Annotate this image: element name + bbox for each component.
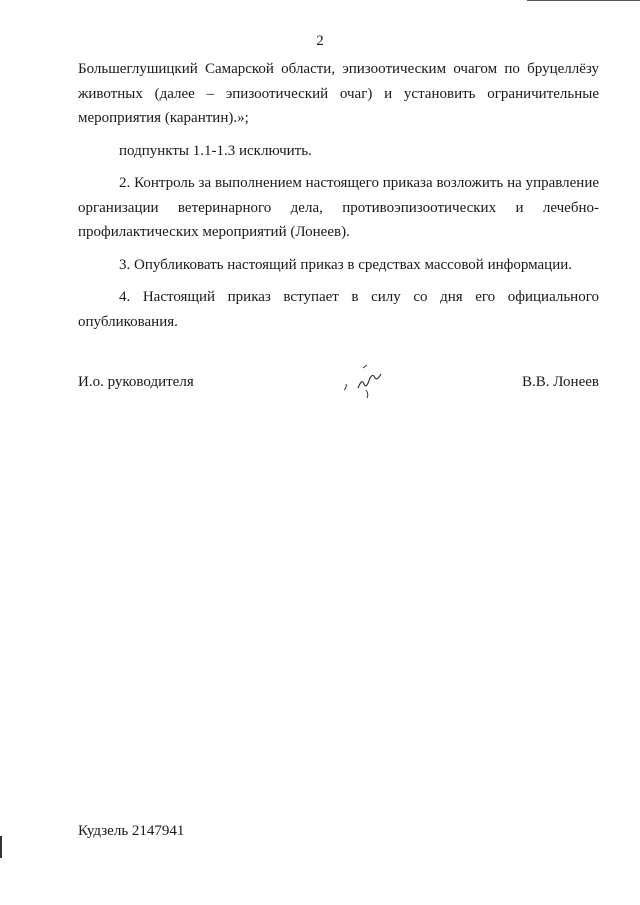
page-number: 2 xyxy=(316,33,324,49)
scan-corner-mark xyxy=(527,0,640,1)
signer-position: И.о. руководителя xyxy=(78,374,194,390)
scan-edge-mark xyxy=(0,836,2,858)
signature-row xyxy=(78,372,599,402)
signer-name: В.В. Лонеев xyxy=(522,374,599,390)
executor-info: Кудзель 2147941 xyxy=(78,823,185,839)
paragraph-publish: 3. Опубликовать настоящий приказ в средствах массовой информации. xyxy=(119,256,573,273)
paragraph-control: 2. Контроль за выполнением настоящего приказа возложить на управление организации ветеринарного дела, противоэпизоотических и лечебно-профилактических мероприятий (Лонеев). xyxy=(78,175,599,240)
handwritten-signature xyxy=(336,360,396,400)
document-body xyxy=(78,57,599,342)
paragraph-continuation: Большеглушицкий Самарской области, эпизоотическим очагом по бруцеллёзу животных (далее – эпизоотический очаг) и установить ограничительные мероприятия (карантин).»; xyxy=(78,61,599,126)
paragraph-subpoints-excluded: подпункты 1.1-1.3 исключить. xyxy=(119,142,312,159)
paragraph-effective: 4. Настоящий приказ вступает в силу со дня его официального опубликования. xyxy=(78,289,599,330)
